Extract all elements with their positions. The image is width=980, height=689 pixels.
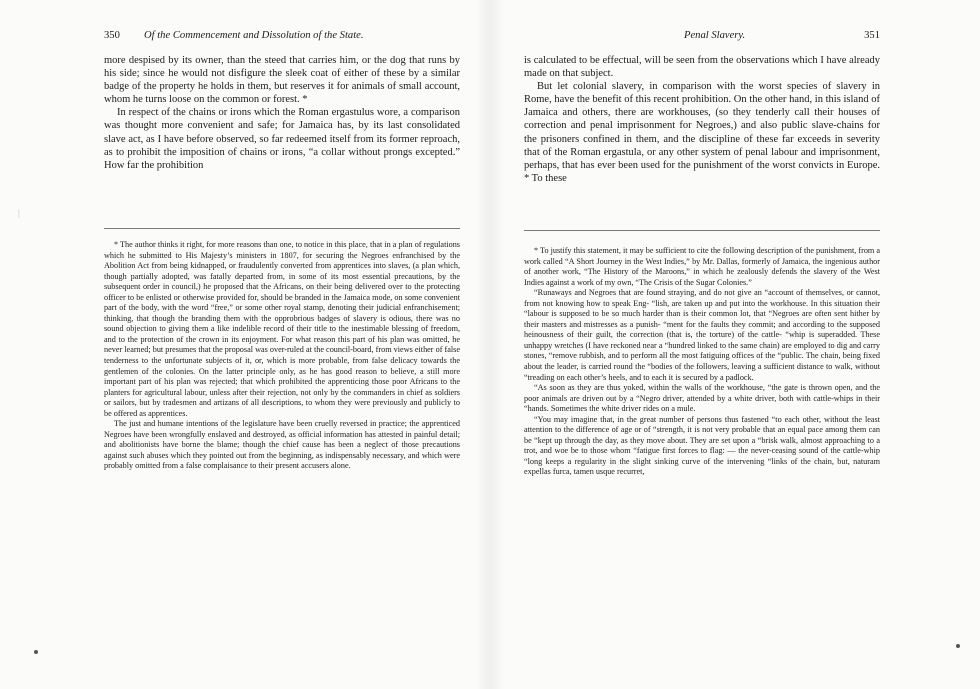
left-page-number: 350: [104, 30, 120, 41]
left-footnote-paragraph: The just and humane intentions of the legislature have been cruelly reversed in practice; the apprenticed Negroes have been wrongfully enslaved and destroyed, as official information has attested in painful detail; and abolitionists have borne the blame; though the chief cause has been a neglect of those precautions against such abuses which they pointed out from the beginning, as indispensably necessary, and which were probably omitted from a false complaisance to their present accusers alone.: [104, 419, 460, 471]
right-footnote-rule: [524, 230, 880, 231]
right-footnote-paragraph: “As soon as they are thus yoked, within the walls of the workhouse, “the gate is thrown open, and the poor animals are driven out by a “Negro driver, attended by a white driver, both with cattle-whips in their “hands. Sometimes the white driver rides on a mule.: [524, 383, 880, 414]
left-footnote-paragraph: * The author thinks it right, for more reasons than one, to notice in this place, that in a plan of regulations which he submitted to His Majesty’s ministers in 1807, for securing the Negroes enfranchised by the Abolition Act from being kidnapped, or fraudulently converted from apprentices into slaves, (a plan which, though partially adopted, was fatally departed from, in some of its most essential precautions, by the subsequent order in council,) he proposed that the Africans, on their being delivered over to the protecting officer to be enlisted or otherwise provided for, should be branded in the Jamaica mode, on some convenient part of the body, with the word “free,” or some other royal stamp, denoting their judicial enfranchisement; thinking, that though the branding them with the opprobrious badges of slavery is odious, there was no sound objection to giving them a like indelible record of their title to the inestimable blessing of freedom, and to the protection of the crown in its enjoyment. For what reason this part of his plan was omitted, he never learned; but presumes that the proposal was over-ruled at the council-board, from views either of false tenderness to the unfortunate subjects of it, or, which is more probable, from false delicacy towards the gentlemen of the colonies. On the latter principle only, as he has good reason to believe, a still more important part of his plan was rejected; that which prohibited the apprenticing those poor Africans to the planters for agricultural labour, unless after their rejection, not only by the commanders in chief as soldiers or sailors, but by tradesmen and artizans of all descriptions, to whom they were previously and publicly to be offered as apprentices.: [104, 240, 460, 418]
scan-speck: [34, 650, 38, 654]
left-body-text: [104, 54, 460, 172]
margin-mark: |: [18, 208, 20, 218]
scan-speck: [956, 644, 960, 648]
right-body-paragraph: is calculated to be effectual, will be seen from the observations which I have already made on that subject.: [524, 55, 880, 80]
left-running-head: [104, 28, 460, 44]
right-running-title: Penal Slavery.: [684, 30, 746, 41]
right-body-paragraph: But let colonial slavery, in comparison with the worst species of slavery in Rome, have the benefit of this recent prohibition. On the other hand, in this island of Jamaica and others, there are workhouses, (so they tenderly call their houses of correction and penal imprisonment for Negroes,) and also public slave-chains for the prisoners confined in them, and the discipline of these far exceeds in severity that of the Roman ergastula, or any other system of penal labour and imprisonment, perhaps, that has ever been used for the punishment of the worst convicts in Europe. * To these: [524, 81, 880, 184]
right-body-text: [524, 54, 880, 185]
left-footnote-rule: [104, 228, 460, 229]
right-page: [490, 0, 980, 689]
left-body-paragraph: In respect of the chains or irons which the Roman ergastulus wore, a comparison was thought more convenient and safe; for Jamaica has, by its last consolidated slave act, as I have before observed, so far redeemed itself from its former reproach, as to prohibit the imposition of chains or irons, “a collar without prongs excepted.” How far the prohibition: [104, 107, 460, 171]
right-page-number: 351: [864, 30, 880, 41]
right-footnote-paragraph: * To justify this statement, it may be sufficient to cite the following description of the punishment, from a work called “A Short Journey in the West Indies,” by Mr. Dallas, formerly of Jamaica, the ingenious author of another work, “The History of the Maroons,” in which he zealously defends the slavery of the West Indies against a work of my own, “The Crisis of the Sugar Colonies.”: [524, 246, 880, 287]
right-running-head: [524, 28, 880, 44]
left-footnote: [104, 240, 460, 472]
left-body-paragraph: more despised by its owner, than the steed that carries him, or the dog that runs by his side; since he would not disfigure the sleek coat of either of these by a similar badge of the property he holds in them, but reserves it for animals of small account, whom he turns loose on the common or forest. *: [104, 55, 460, 106]
right-footnote-paragraph: “You may imagine that, in the great number of persons thus fastened “to each other, without the least attention to the difference of age or of “strength, it is not very probable that an equal pace among them can be “kept up through the day, as they move about. They are set upon a “brisk walk, almost approaching to a trot, and woe be to those whom “fatigue first forces to flag: — the never-ceasing sound of the cattle-whip “long keeps a regularity in the slight sinking curve of the intervening “links of the chain, but, naturam expellas furca, tamen usque recurret,: [524, 414, 880, 477]
left-running-title: Of the Commencement and Dissolution of the State.: [144, 30, 364, 41]
right-footnote-paragraph: “Runaways and Negroes that are found straying, and do not give an “account of themselves, or cannot, from not knowing how to speak Eng- “lish, are taken up and put into the workhouse. In this situation their “labour is supposed to be so much harder than is their common lot, that “Negroes are often sent hither by their masters and mistresses as a punish- “ment for the faults they commit; and according to the supposed heinousness of their guilt, the correction (that is, the torture) of the cattle- “whip is superadded. These unhappy wretches (I have reckoned near a “hundred linked to the same chain) are employed to dig and carry stones, “remove rubbish, and to perform all the most fatiguing offices of the “public. The chain, being fixed about the leader, is carried round the “bodies of the followers, leaving a sufficient distance to walk, without “treading on each other’s heels, and to each it is secured by a padlock.: [524, 288, 880, 382]
right-footnote: [524, 246, 880, 478]
